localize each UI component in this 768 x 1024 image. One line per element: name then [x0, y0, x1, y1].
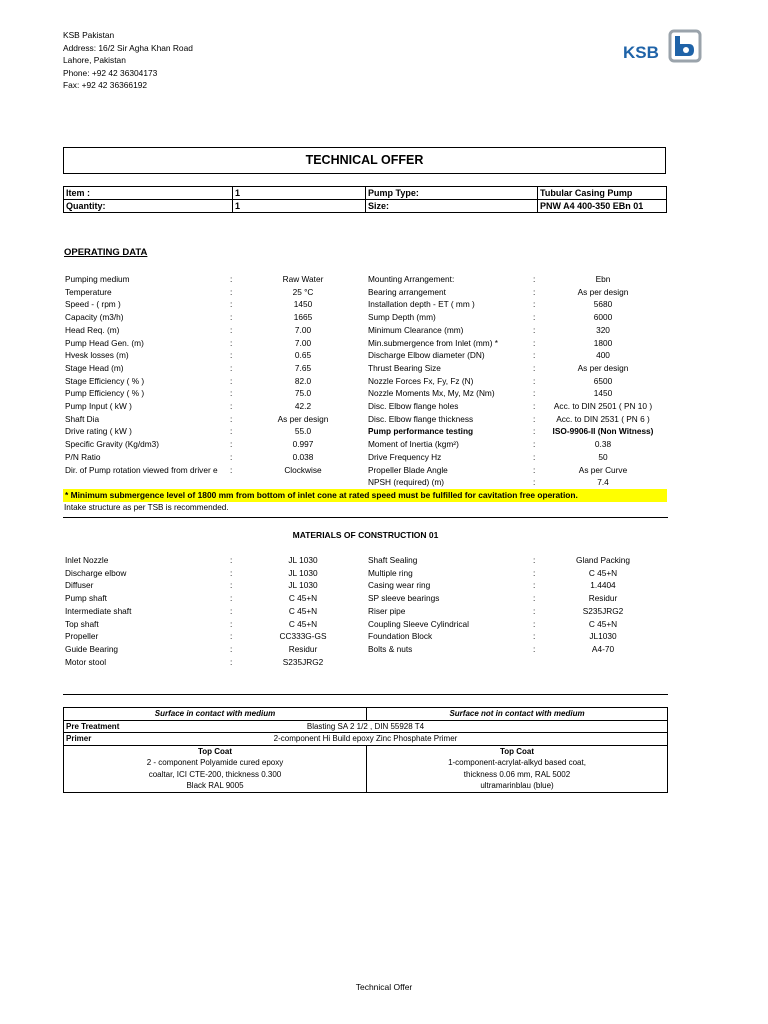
separator: :: [533, 362, 536, 373]
separator: :: [230, 555, 233, 565]
param-label: NPSH (required) (m): [368, 477, 445, 488]
param-label: Discharge Elbow diameter (DN): [368, 350, 485, 361]
company-address: [63, 29, 193, 92]
separator: :: [533, 312, 536, 323]
noncontact-topcoat-cell: [367, 745, 668, 792]
param-value: C 45+N: [288, 593, 318, 604]
separator: :: [230, 593, 233, 604]
param-label: Pump shaft: [65, 593, 107, 604]
pump-info-table: [63, 186, 667, 213]
data-row: [63, 618, 683, 631]
submergence-warning: * Minimum submergence level of 1800 mm from bottom of inlet cone at rated speed must be fulfilled for cavitation free operation.: [63, 489, 667, 502]
param-value: 7.00: [294, 337, 312, 348]
param-value: 1800: [593, 337, 613, 348]
address-line: Address: 16/2 Sir Agha Khan Road: [63, 42, 193, 53]
separator: :: [533, 464, 536, 475]
param-value: JL1030: [589, 631, 617, 642]
separator: :: [230, 299, 233, 310]
pump-type-label: Pump Type:: [366, 187, 538, 200]
separator: :: [230, 324, 233, 335]
param-label: Intermediate shaft: [65, 605, 132, 616]
separator: :: [230, 451, 233, 462]
data-row: [63, 464, 683, 477]
separator: :: [230, 388, 233, 399]
table-row: [64, 720, 668, 733]
param-label: Moment of Inertia (kgm²): [368, 439, 459, 450]
separator: :: [230, 439, 233, 450]
param-value: 7.00: [294, 324, 312, 335]
separator: :: [533, 388, 536, 399]
surface-noncontact-header: Surface not in contact with medium: [367, 708, 668, 721]
separator: :: [533, 413, 536, 424]
param-label: Nozzle Forces Fx, Fy, Fz (N): [368, 375, 474, 386]
param-value: 1450: [593, 388, 613, 399]
param-label: Minimum Clearance (mm): [368, 324, 464, 335]
param-value: Residur: [288, 643, 318, 654]
param-value: 0.997: [292, 439, 314, 450]
param-value: Ebn: [595, 274, 611, 284]
param-label: Disc. Elbow flange holes: [368, 401, 459, 411]
param-label: Diffuser: [65, 580, 94, 591]
table-row: [64, 708, 668, 721]
param-value: Raw Water: [282, 274, 324, 284]
param-label: Thrust Bearing Size: [368, 362, 441, 373]
param-label: Riser pipe: [368, 605, 406, 616]
param-value: Acc. to DIN 2531 ( PN 6 ): [556, 413, 650, 424]
param-label: Hvesk losses (m): [65, 350, 129, 361]
param-value: S235JRG2: [282, 656, 324, 667]
table-row: [64, 200, 667, 213]
separator: :: [533, 643, 536, 654]
param-label: Motor stool: [65, 656, 107, 667]
separator: :: [533, 324, 536, 335]
pump-type-value: Tubular Casing Pump: [538, 187, 667, 200]
separator: :: [533, 426, 536, 437]
param-label: Inlet Nozzle: [65, 555, 109, 565]
param-label: Stage Efficiency ( % ): [65, 375, 145, 386]
param-label: Head Req. (m): [65, 324, 120, 335]
data-row: [63, 362, 683, 375]
param-label: Shaft Dia: [65, 413, 100, 424]
param-value: C 45+N: [288, 605, 318, 616]
data-row: [63, 400, 683, 413]
data-row: [63, 298, 683, 311]
param-value: 6500: [593, 375, 613, 386]
param-value: As per design: [577, 286, 629, 297]
quantity-label: Quantity:: [64, 200, 233, 213]
item-value: 1: [233, 187, 366, 200]
param-label: Coupling Sleeve Cylindrical: [368, 618, 469, 629]
param-label: SP sleeve bearings: [368, 593, 440, 604]
table-row: [64, 745, 668, 792]
param-value: C 45+N: [588, 567, 618, 578]
address-line: Phone: +92 42 36304173: [63, 67, 158, 78]
param-label: Mounting Arrangement:: [368, 274, 455, 284]
separator: :: [533, 274, 536, 284]
param-value: As per design: [277, 413, 329, 424]
operating-data-heading: OPERATING DATA: [64, 247, 148, 258]
data-row: [63, 387, 683, 400]
param-label: Pumping medium: [65, 274, 130, 284]
separator: :: [533, 439, 536, 450]
data-row: [63, 324, 683, 337]
separator: :: [533, 451, 536, 462]
param-value: C 45+N: [288, 618, 318, 629]
separator: :: [230, 643, 233, 654]
data-row: [63, 554, 683, 567]
separator: :: [230, 631, 233, 642]
param-value: 42.2: [294, 401, 312, 411]
data-row: [63, 413, 683, 426]
materials-heading: MATERIALS OF CONSTRUCTION 01: [292, 530, 439, 540]
topcoat-label: Top Coat: [197, 746, 233, 756]
size-value: PNW A4 400-350 EBn 01: [538, 200, 667, 213]
separator: :: [230, 656, 233, 667]
param-value: Gland Packing: [576, 555, 630, 565]
separator: :: [533, 401, 536, 411]
data-row: [63, 273, 683, 286]
param-label: Specific Gravity (Kg/dm3): [65, 439, 160, 450]
param-label: Capacity (m3/h): [65, 312, 124, 323]
data-row: [63, 311, 683, 324]
topcoat-line: 1-component-acrylat-alkyd based coat,: [448, 758, 586, 767]
separator: :: [533, 375, 536, 386]
data-row: [63, 605, 683, 618]
topcoat-line: Black RAL 9005: [186, 781, 244, 790]
topcoat-line: coaltar, ICI CTE-200, thickness 0.300: [148, 769, 282, 779]
param-value: 1.4404: [590, 580, 616, 591]
separator: :: [230, 464, 233, 475]
param-value: CC333G-GS: [279, 631, 327, 642]
param-label: Pump performance testing: [368, 426, 474, 437]
param-value: 50: [598, 451, 608, 462]
separator: :: [533, 605, 536, 616]
pretreatment-label: Pre Treatment: [66, 721, 120, 731]
data-row: [63, 337, 683, 350]
param-label: Foundation Block: [368, 631, 433, 642]
separator: :: [533, 593, 536, 604]
param-label: Casing wear ring: [368, 580, 431, 591]
param-value: 7.65: [294, 362, 312, 373]
param-label: P/N Ratio: [65, 451, 101, 462]
param-value: JL 1030: [288, 580, 318, 591]
param-label: Guide Bearing: [65, 643, 119, 654]
param-label: Temperature: [65, 286, 112, 297]
separator: :: [533, 477, 536, 488]
param-value: Clockwise: [284, 464, 322, 475]
separator: :: [230, 312, 233, 323]
data-row: [63, 579, 683, 592]
separator: :: [230, 605, 233, 616]
param-value: A4-70: [591, 643, 615, 654]
topcoat-line: 2 - component Polyamide cured epoxy: [146, 758, 284, 767]
topcoat-line: ultramarinblau (blue): [480, 781, 554, 790]
data-row: [63, 592, 683, 605]
param-label: Dir. of Pump rotation viewed from driver e: [65, 464, 218, 475]
data-row: [63, 451, 683, 464]
param-value: 75.0: [294, 388, 312, 399]
param-value: Residur: [588, 593, 618, 604]
param-value: 25 °C: [292, 286, 314, 297]
param-label: Top shaft: [65, 618, 99, 629]
param-value: JL 1030: [288, 567, 318, 578]
separator: :: [230, 286, 233, 297]
quantity-value: 1: [233, 200, 366, 213]
surface-coating-table: [63, 707, 668, 793]
param-value: 55.0: [294, 426, 312, 437]
param-value: JL 1030: [288, 555, 318, 565]
param-value: 1665: [293, 312, 313, 323]
data-row: [63, 438, 683, 451]
separator: :: [230, 362, 233, 373]
param-value: 7.4: [597, 477, 609, 488]
param-label: Pump Efficiency ( % ): [65, 388, 145, 399]
param-value: 82.0: [294, 375, 312, 386]
item-label: Item :: [64, 187, 233, 200]
param-label: Drive rating ( kW ): [65, 426, 132, 437]
data-row: [63, 630, 683, 643]
address-line: KSB Pakistan: [63, 30, 115, 40]
param-value: C 45+N: [588, 618, 618, 629]
param-label: Propeller Blade Angle: [368, 464, 448, 475]
data-row: [63, 425, 683, 438]
document-title: TECHNICAL OFFER: [63, 147, 666, 174]
param-value: 6000: [593, 312, 613, 323]
data-row: [63, 567, 683, 580]
data-row: [63, 349, 683, 362]
address-line: Fax: +92 42 36366192: [63, 80, 148, 91]
topcoat-label: Top Coat: [499, 746, 535, 756]
param-label: Discharge elbow: [65, 567, 127, 578]
separator: :: [230, 618, 233, 629]
ksb-logo: [623, 28, 705, 64]
param-label: Installation depth - ET ( mm ): [368, 299, 475, 310]
param-label: Disc. Elbow flange thickness: [368, 413, 474, 424]
separator: :: [533, 337, 536, 348]
param-label: Propeller: [65, 631, 99, 642]
page-footer: Technical Offer: [355, 982, 413, 992]
data-row: [63, 656, 683, 669]
param-value: 0.38: [594, 439, 612, 450]
contact-topcoat-cell: [64, 745, 367, 792]
separator: :: [230, 580, 233, 591]
divider: [63, 694, 668, 695]
param-label: Pump Input ( kW ): [65, 401, 132, 411]
data-row: [63, 375, 683, 388]
param-value: 320: [596, 324, 610, 335]
table-row: [64, 733, 668, 746]
param-value: S235JRG2: [582, 605, 624, 616]
param-value: 5680: [593, 299, 613, 310]
data-row: [63, 286, 683, 299]
separator: :: [533, 299, 536, 310]
separator: :: [533, 631, 536, 642]
param-label: Pump Head Gen. (m): [65, 337, 144, 348]
param-value: 1450: [293, 299, 313, 310]
separator: :: [230, 337, 233, 348]
param-value: As per design: [577, 362, 629, 373]
param-label: Speed - ( rpm ): [65, 299, 121, 310]
param-label: Nozzle Moments Mx, My, Mz (Nm): [368, 388, 495, 399]
primer-label: Primer: [66, 734, 92, 743]
surface-contact-header: Surface in contact with medium: [64, 708, 367, 721]
separator: :: [230, 274, 233, 284]
separator: :: [230, 413, 233, 424]
param-label: Min.submergence from Inlet (mm) *: [368, 337, 499, 348]
table-row: [64, 187, 667, 200]
primer-row: [64, 733, 668, 746]
param-value: As per Curve: [578, 464, 628, 475]
data-row: [63, 643, 683, 656]
primer-value: 2-component Hi Build epoxy Zinc Phosphate Primer: [273, 734, 458, 743]
data-row: [63, 476, 683, 489]
param-label: Drive Frequency Hz: [368, 451, 442, 462]
param-label: Multiple ring: [368, 567, 413, 578]
param-label: Shaft Sealing: [368, 555, 418, 565]
separator: :: [533, 618, 536, 629]
param-value: 0.65: [294, 350, 312, 361]
separator: :: [533, 580, 536, 591]
param-label: Bolts & nuts: [368, 643, 413, 654]
separator: :: [533, 567, 536, 578]
param-label: Bearing arrangement: [368, 286, 446, 297]
pretreatment-row: [64, 720, 668, 733]
intake-note: Intake structure as per TSB is recommended.: [64, 503, 229, 512]
param-value: Acc. to DIN 2501 ( PN 10 ): [553, 401, 653, 411]
param-label: Stage Head (m): [65, 362, 124, 373]
separator: :: [230, 567, 233, 578]
topcoat-line: thickness 0.06 mm, RAL 5002: [463, 769, 571, 779]
address-line: Lahore, Pakistan: [63, 55, 126, 66]
divider: [63, 517, 668, 518]
separator: :: [533, 286, 536, 297]
separator: :: [230, 350, 233, 361]
separator: :: [533, 350, 536, 361]
separator: :: [230, 426, 233, 437]
param-label: Sump Depth (mm): [368, 312, 436, 323]
param-value: ISO-9906-II (Non Witness): [552, 426, 654, 437]
separator: :: [230, 375, 233, 386]
separator: :: [533, 555, 536, 565]
svg-text:KSB: KSB: [623, 43, 659, 62]
param-value: 400: [596, 350, 610, 361]
param-value: 0.038: [292, 451, 314, 462]
size-label: Size:: [366, 200, 538, 213]
separator: :: [230, 401, 233, 411]
pretreatment-value: Blasting SA 2 1/2 , DIN 55928 T4: [306, 721, 425, 731]
